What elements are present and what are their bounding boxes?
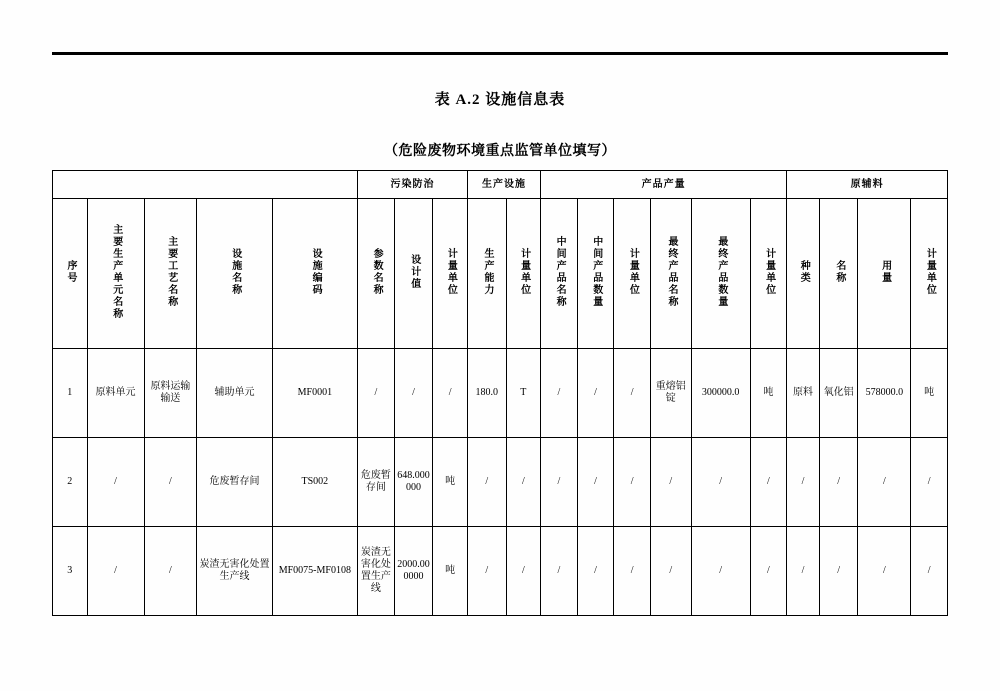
cell-material-name: /: [819, 438, 858, 527]
cell-main-process-name: /: [144, 438, 197, 527]
cell-unit-1: /: [433, 349, 468, 438]
col-header-material-name: 名称: [819, 199, 858, 349]
col-header-usage-amount: 用量: [858, 199, 911, 349]
cell-category: 原料: [787, 349, 820, 438]
cell-final-product-name: 重熔铝锭: [650, 349, 691, 438]
cell-parameter-name: 危废暂存间: [358, 438, 395, 527]
group-header-pollution-control: 污染防治: [358, 171, 468, 199]
facility-info-table: [52, 170, 948, 616]
cell-category: /: [787, 438, 820, 527]
cell-index: 1: [53, 349, 88, 438]
table-row: [53, 349, 948, 438]
cell-main-production-unit-name: /: [87, 438, 144, 527]
cell-intermediate-product-name: /: [541, 438, 578, 527]
cell-unit-3: /: [614, 438, 651, 527]
cell-facility-name: 危废暂存间: [197, 438, 272, 527]
cell-unit-3: /: [614, 349, 651, 438]
table-column-header-row: [53, 199, 948, 349]
cell-unit-2: /: [506, 527, 541, 616]
cell-final-product-name: /: [650, 527, 691, 616]
col-header-parameter-name: 参数名称: [358, 199, 395, 349]
cell-intermediate-product-name: /: [541, 349, 578, 438]
cell-material-name: /: [819, 527, 858, 616]
cell-production-capacity: /: [467, 438, 506, 527]
table-group-header-row: [53, 171, 948, 199]
col-header-facility-code: 设施编码: [272, 199, 357, 349]
col-header-unit-2: 计量单位: [506, 199, 541, 349]
col-header-unit-1: 计量单位: [433, 199, 468, 349]
cell-final-product-name: /: [650, 438, 691, 527]
cell-category: /: [787, 527, 820, 616]
group-header-product-output: 产品产量: [541, 171, 787, 199]
col-header-design-value: 设计值: [394, 199, 433, 349]
cell-facility-name: 炭渣无害化处置生产线: [197, 527, 272, 616]
cell-parameter-name: /: [358, 349, 395, 438]
cell-intermediate-product-name: /: [541, 527, 578, 616]
cell-unit-2: /: [506, 438, 541, 527]
cell-unit-2: T: [506, 349, 541, 438]
col-header-intermediate-product-name: 中间产品名称: [541, 199, 578, 349]
col-header-main-process-name: 主要工艺名称: [144, 199, 197, 349]
header-rule: [52, 52, 948, 55]
cell-main-production-unit-name: /: [87, 527, 144, 616]
cell-parameter-name: 炭渣无害化处置生产线: [358, 527, 395, 616]
table-row: [53, 438, 948, 527]
col-header-unit-5: 计量单位: [911, 199, 948, 349]
group-header-blank: [53, 171, 358, 199]
cell-design-value: 2000.000000: [394, 527, 433, 616]
cell-main-process-name: 原料运输输送: [144, 349, 197, 438]
cell-usage-amount: /: [858, 438, 911, 527]
cell-unit-4: 吨: [750, 349, 787, 438]
cell-main-production-unit-name: 原料单元: [87, 349, 144, 438]
cell-facility-code: TS002: [272, 438, 357, 527]
col-header-intermediate-product-quantity: 中间产品数量: [577, 199, 614, 349]
cell-facility-code: MF0001: [272, 349, 357, 438]
page-subtitle: （危险废物环境重点监管单位填写）: [384, 144, 616, 159]
col-header-facility-name: 设施名称: [197, 199, 272, 349]
page-title: 表 A.2 设施信息表: [434, 92, 566, 108]
cell-main-process-name: /: [144, 527, 197, 616]
cell-material-name: 氧化铝: [819, 349, 858, 438]
cell-facility-code: MF0075-MF0108: [272, 527, 357, 616]
col-header-main-production-unit-name: 主要生产单元名称: [87, 199, 144, 349]
cell-final-product-quantity: 300000.0: [691, 349, 750, 438]
col-header-category: 种类: [787, 199, 820, 349]
cell-final-product-quantity: /: [691, 527, 750, 616]
group-header-raw-materials: 原辅料: [787, 171, 948, 199]
col-header-final-product-name: 最终产品名称: [650, 199, 691, 349]
cell-index: 2: [53, 438, 88, 527]
group-header-production-facility: 生产设施: [467, 171, 540, 199]
cell-usage-amount: /: [858, 527, 911, 616]
cell-final-product-quantity: /: [691, 438, 750, 527]
cell-design-value: 648.000000: [394, 438, 433, 527]
col-header-production-capacity: 生产能力: [467, 199, 506, 349]
col-header-final-product-quantity: 最终产品数量: [691, 199, 750, 349]
cell-unit-4: /: [750, 438, 787, 527]
col-header-unit-3: 计量单位: [614, 199, 651, 349]
cell-intermediate-product-quantity: /: [577, 438, 614, 527]
col-header-index: 序号: [53, 199, 88, 349]
col-header-unit-4: 计量单位: [750, 199, 787, 349]
cell-unit-5: /: [911, 438, 948, 527]
cell-usage-amount: 578000.0: [858, 349, 911, 438]
cell-unit-4: /: [750, 527, 787, 616]
cell-unit-3: /: [614, 527, 651, 616]
table-row: [53, 527, 948, 616]
cell-production-capacity: /: [467, 527, 506, 616]
cell-intermediate-product-quantity: /: [577, 349, 614, 438]
cell-unit-1: 吨: [433, 527, 468, 616]
cell-production-capacity: 180.0: [467, 349, 506, 438]
cell-intermediate-product-quantity: /: [577, 527, 614, 616]
cell-unit-1: 吨: [433, 438, 468, 527]
cell-facility-name: 辅助单元: [197, 349, 272, 438]
cell-design-value: /: [394, 349, 433, 438]
facility-info-table-wrapper: [52, 170, 948, 616]
cell-unit-5: 吨: [911, 349, 948, 438]
cell-unit-5: /: [911, 527, 948, 616]
cell-index: 3: [53, 527, 88, 616]
